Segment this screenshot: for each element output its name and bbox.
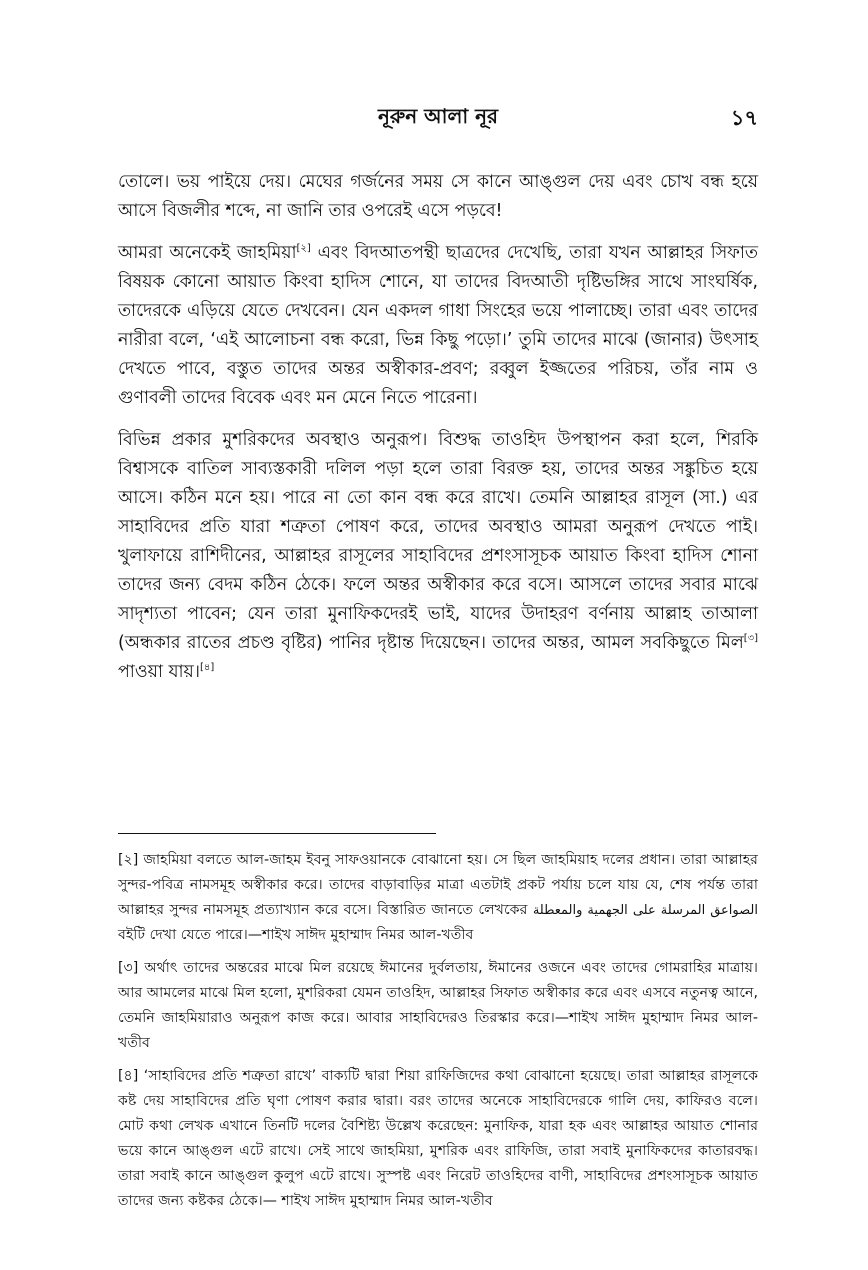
arabic-book-title: الصواعق المرسلة على الجهمية والمعطلة bbox=[532, 903, 758, 918]
footnote-2-start: [২] জাহমিয়া বলতে আল-জাহম ইবনু সাফওয়ানকে বোঝানো হয়। সে ছিল জাহমিয়াহ দলের প্রধান। তারা আল্লাহর সুন্দর-পবিত্র নামসমূহ অস্বীকার করে। তাদের বাড়াবাড়ির মাত্রা এতটাই প্রকট পর্যায় চলে যায় যে, শেষ পর্যন্ত তারা আল্লাহর সুন্দর নামসমূহ প্রত্যাখ্যান করে বসে। বিস্তারিত জানতে লেখকের bbox=[118, 852, 758, 918]
main-text bbox=[118, 168, 758, 700]
paragraph-2-start: আমরা অনেকেই জাহমিয়া bbox=[118, 243, 297, 263]
footnote-ref-3[interactable]: [৩] bbox=[743, 633, 758, 645]
paragraph-1: তোলে। ভয় পাইয়ে দেয়। মেঘের গর্জনের সময় সে কানে আঙ্গুল দেয় এবং চোখ বন্ধ হয়ে আসে বিজলীর শব্দে, না জানি তার ওপরেই এসে পড়বে! bbox=[118, 172, 758, 221]
footnote-3: [৩] অর্থাৎ তাদের অন্তরের মাঝে মিল রয়েছে ঈমানের দুর্বলতায়, ঈমানের ওজনে এবং তাদের গোমরাহির মাত্রায়। আর আমলের মাঝে মিল হলো, মুশরিকরা যেমন তাওহিদ, আল্লাহর সিফাত অস্বীকার করে এবং এসবে নতুনত্ব আনে, তেমনি জাহমিয়ারাও অনুরূপ কাজ করে। আবার সাহাবিদেরও তিরস্কার করে।—শাইখ সাঈদ মুহাম্মাদ নিমর আল-খতীব bbox=[118, 960, 758, 1051]
paragraph-2 bbox=[118, 239, 758, 413]
paragraph-3 bbox=[118, 426, 758, 687]
footnote-divider bbox=[118, 833, 436, 834]
paragraph-2-rest: এবং বিদআতপন্থী ছাত্রদের দেখেছি, তারা যখন আল্লাহর সিফাত বিষয়ক কোনো আয়াত কিংবা হাদিস শোনে, যা তাদের বিদআতী দৃষ্টিভঙ্গির সাথে সাংঘর্ষিক, তাদেরকে এড়িয়ে যেতে দেখবেন। যেন একদল গাধা সিংহের ভয়ে পালাচ্ছে। তারা এবং তাদের নারীরা বলে, ‘এই আলোচনা বন্ধ করো, ভিন্ন কিছু পড়ো।’ তুমি তাদের মাঝে (জানার) উৎসাহ দেখতে পাবে, বস্তুত তাদের অন্তর অস্বীকার-প্রবণ; রব্বুল ইজ্জতের পরিচয়, তাঁর নাম ও গুণাবলী তাদের বিবেক এবং মন মেনে নিতে পারেনা। bbox=[118, 243, 758, 408]
footnote-ref-2[interactable]: [২] bbox=[296, 243, 311, 255]
footnote-2 bbox=[118, 848, 758, 948]
page-number: ১৭ bbox=[730, 106, 758, 130]
running-title: নূরুন আলা নূর bbox=[377, 104, 499, 128]
footnote-2-rest: বইটি দেখা যেতে পারে।—শাইখ সাঈদ মুহাম্মাদ নিমর আল-খতীব bbox=[118, 927, 474, 943]
footnotes bbox=[118, 848, 758, 1222]
footnote-ref-4[interactable]: [৪] bbox=[200, 662, 215, 674]
paragraph-3-rest: পাওয়া যায়। bbox=[118, 662, 200, 682]
paragraph-3-start: বিভিন্ন প্রকার মুশরিকদের অবস্থাও অনুরূপ। বিশুদ্ধ তাওহিদ উপস্থাপন করা হলে, শিরকি বিশ্বাসকে বাতিল সাব্যস্তকারী দলিল পড়া হলে তারা বিরক্ত হয়, তাদের অন্তর সঙ্কুচিত হয়ে আসে। কঠিন মনে হয়। পারে না তো কান বন্ধ করে রাখে। তেমনি আল্লাহর রাসূল (সা.) এর সাহাবিদের প্রতি যারা শত্রুতা পোষণ করে, তাদের অবস্থাও আমরা অনুরূপ দেখতে পাই। খুলাফায়ে রাশিদীনের, আল্লাহর রাসূলের সাহাবিদের প্রশংসাসূচক আয়াত কিংবা হাদিস শোনা তাদের জন্য বেদম কঠিন ঠেকে। ফলে অন্তর অস্বীকার করে বসে। আসলে তাদের সবার মাঝে সাদৃশ্যতা পাবেন; যেন তারা মুনাফিকদেরই ভাই, যাদের উদাহরণ বর্ণনায় আল্লাহ তাআলা (অন্ধকার রাতের প্রচণ্ড বৃষ্টির) পানির দৃষ্টান্ত দিয়েছেন। তাদের অন্তর, আমল সবকিছুতে মিল bbox=[118, 430, 758, 653]
footnote-4: [৪] ‘সাহাবিদের প্রতি শত্রুতা রাখে’ বাক্যটি দ্বারা শিয়া রাফিজিদের কথা বোঝানো হয়েছে। তারা আল্লাহর রাসূলকে কষ্ট দেয় সাহাবিদের প্রতি ঘৃণা পোষণ করার দ্বারা। বরং তাদের অনেকে সাহাবিদেরকে গালি দেয়, কাফিরও বলে। মোট কথা লেখক এখানে তিনটি দলের বৈশিষ্ট্য উল্লেখ করেছেন: মুনাফিক, যারা হক এবং আল্লাহর আয়াত শোনার ভয়ে কানে আঙ্গুল এটে রাখে। সেই সাথে জাহমিয়া, মুশরিক এবং রাফিজি, তারা সবাই মুনাফিকদের কাতারবদ্ধ। তারা সবাই কানে আঙ্গুল কুলুপ এটে রাখে। সুস্পষ্ট এবং নিরেট তাওহিদের বাণী, সাহাবিদের প্রশংসাসূচক আয়াত তাদের জন্য কষ্টকর ঠেকে।— শাইখ সাঈদ মুহাম্মাদ নিমর আল-খতীব bbox=[118, 1068, 758, 1209]
page-header bbox=[118, 102, 758, 134]
